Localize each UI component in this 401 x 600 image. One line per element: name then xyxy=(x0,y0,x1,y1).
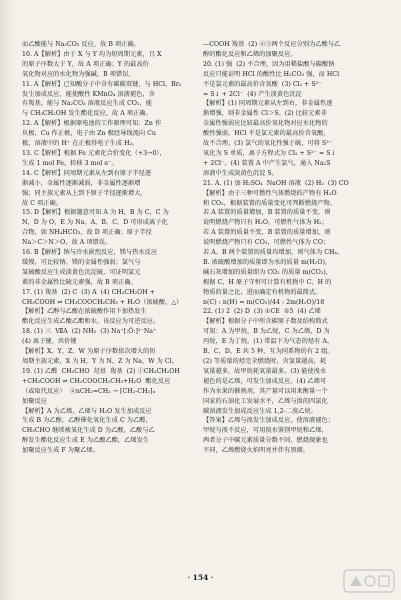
left-column-line: 15. D【解析】根据题意可知 A 为 H，B 为 C，C 为 xyxy=(22,209,169,217)
left-column-line: 【解析】A 为乙烯，乙烯与 H₂O 发生加成反应 xyxy=(22,407,152,415)
right-column-line: 溶液中生成淡黄色沉淀 S。 xyxy=(203,169,278,177)
right-column-line: B、C、D、E 共 5 种，互为同系物的有 2 组。 xyxy=(203,348,334,356)
right-column-line: 不是氯元素的最高价含氧酸 (3) Cl₂ + S²⁻ xyxy=(203,80,322,88)
left-column-line: 18. (1) 三 ⅦA (2) NH₃ (3) Na⁺[:Ö:]²⁻Na⁺ xyxy=(22,328,157,336)
right-column-line: 【解析】根据分子中所含碳原子数及结构简式 xyxy=(203,318,328,326)
left-column-line: 极，溶液中的 H⁺ 在正极得电子生成 H₂。 xyxy=(22,140,139,148)
right-column-line: 反应只能证明 HCl 的酸性比 H₂CO₃ 强，而 HCl xyxy=(203,70,340,78)
right-column-line: 可知：A 为甲烷，B 为乙烷，C 为乙烯，D 为 xyxy=(203,328,330,336)
left-column-line: 16. B【解析】钠与冷水剧烈反应，镁与热水反应 xyxy=(22,249,158,257)
right-column-line: (2) 等质量的烃完全燃烧时，含氢量越高，耗 xyxy=(203,358,327,365)
right-column-line: 渐增强，则非金属性 Cl＞S。(2) 比较元素非 xyxy=(203,110,327,118)
left-column-line: 生成 B 为乙醇，乙醇催化氧化生成 C 为乙醛， xyxy=(22,417,152,425)
left-column-line: 故 C 项正确。 xyxy=(22,199,63,207)
right-column-line: 根据 C、H 原子守恒可计算有机物中 C、H 的 xyxy=(203,278,332,286)
left-column-line: 生成 1 mol Fe，转移 3 mol e⁻。 xyxy=(22,159,118,167)
left-column-line: 有羧基，能与 Na₂CO₃ 溶液反应生成 CO₂，能 xyxy=(22,100,152,108)
left-column-line: CH₃CHO 继续被氧化生成 D 为乙酸，乙酸与乙 xyxy=(22,427,155,435)
left-column-line: 19. (1) 乙醛 CH₃CHO 羟基 羧基 (2) ①CH₃CH₂OH xyxy=(22,367,180,375)
binding-shadow xyxy=(0,0,14,600)
left-column-line: （或取代反应） ②nCH₂=CH₂ → [CH₂-CH₂]ₙ xyxy=(22,387,156,395)
right-column-line: 作为水果的催熟剂，其产量可以用来衡量一个 xyxy=(203,387,328,395)
left-column-line: 素的非金属性比硫元素强，故 B 项正确。 xyxy=(22,278,137,286)
left-column-line: 缓慢，可比较钠、镁的金属性强弱；氯气与 xyxy=(22,258,141,266)
left-column-line: 加聚反应生成 F 为聚乙烯。 xyxy=(22,447,99,455)
left-column-line: 强；同主族元素从上到下原子半径逐渐增大， xyxy=(22,189,147,197)
left-column-line: 而乙酸能与 Na₂CO₃ 反应，故 B 项正确。 xyxy=(22,41,140,48)
left-column-line: Na＞C＞N＞O，故 A 项错误。 xyxy=(22,239,112,247)
right-column-line: = S↓ + 2Cl⁻ (4) 产生淡黄色沉淀 xyxy=(203,90,302,98)
right-column-line: 两者分子中碳元素质量分数不同，燃烧现象也 xyxy=(203,437,328,445)
right-column-line: 氧化为 S 单质，离子方程式为 Cl₂ + S²⁻ = S↓ xyxy=(203,149,336,157)
right-column-line: 20. (1) 强 (2) 不合理，因为用稀盐酸与碳酸钠 xyxy=(203,60,335,68)
left-column-line: 氢硫酸反应生成淡黄色沉淀硫，可证明氯元 xyxy=(22,268,141,276)
right-column-line: 不同，乙烯燃烧火焰明亮并伴有黑烟。 xyxy=(203,447,310,455)
right-column-line: 褪色的是乙烯，可发生加成反应。(4) 乙烯可 xyxy=(203,377,327,385)
right-column-line: 【答案】乙烯与溴发生加成反应，使溶液褪色； xyxy=(203,417,334,425)
left-column-line: 13. C【解析】根据 Fe 元素化合价变化（+3→0）， xyxy=(22,149,166,157)
left-column-line: 醇发生酯化反应生成 E 为乙酸乙酯，乙烯发生 xyxy=(22,437,150,445)
right-column-line: 说明燃烧产物只有 H₂O，可燃性气体为 H₂； xyxy=(203,219,328,227)
right-column-line: 和 CO₂，根据装置的质量变化可判断燃烧产物。 xyxy=(203,199,336,207)
left-column-line: +CH₃COOH ⇌ CH₃COOCH₂CH₃+H₂O 酯化反应 xyxy=(22,377,171,385)
page-number: · 154 · xyxy=(187,573,214,582)
right-column-line: B. 浓硫酸增加的质量即为水的质量 m(H₂O)， xyxy=(203,258,332,266)
left-column-line: 12. A【解析】根据原电池的工作原理可知：Zn 作 xyxy=(22,120,162,128)
left-column-line: 17. (1) 羧基 (2) C (3) A (4) CH₃CH₂OH + xyxy=(22,288,155,296)
left-column-line: 14. C【解析】同周期元素从左到右原子半径逐 xyxy=(22,169,152,177)
right-column-line: 酸性强弱，HCl 不是氯元素的最高价含氧酸， xyxy=(203,130,330,138)
left-column-line: 周期主族元素，X 为 H，Y 为 N，Z 为 Na，W 为 Cl。 xyxy=(22,358,178,365)
right-column-line: 物质的量之比，进而确定有机物的最简式。 xyxy=(203,288,322,296)
right-column-line: 【解析】(1) 同周期元素从左到右，非金属性逐 xyxy=(203,100,333,108)
left-column-line: 11. A【解析】已知酸分子中含有碳碳双键，与 HCl、Br₂ xyxy=(22,80,182,88)
left-column-line: 加聚反应 xyxy=(22,397,47,405)
right-column xyxy=(203,40,387,456)
left-column-line: N，D 为 O，E 为 Na。A、B、C、D 可形成离子化 xyxy=(22,219,168,227)
right-column-line: 丙烷，E 为丁烷。(1) 常温下为气态的烃有 A、 xyxy=(203,338,334,346)
right-column-line: 氧量越多，故甲烷耗氧量最多。(3) 能使溴水 xyxy=(203,367,327,375)
left-column-line: 【解析】乙醇与乙酸在浓硫酸作用下加热发生 xyxy=(22,308,147,316)
left-column-line: 负极，Cu 作正极，电子由 Zn 极经导线流向 Cu xyxy=(22,130,156,138)
right-column-line: 国家的石油化工发展水平，乙烯与溴的四氯化 xyxy=(203,397,328,405)
right-column-line: 碱石灰增加的质量即为 CO₂ 的质量 m(CO₂)， xyxy=(203,268,333,276)
right-column-line: 21. A. (1) 加 H₂SO₄ NaOH 溶液 (2) H₂ (3) CO xyxy=(203,179,349,187)
right-column-line: —COOH 羧基 (2) ②③两个反应分别为乙酸与乙 xyxy=(203,41,341,48)
left-column-line: 与 CH₃CH₂OH 发生酯化反应，故 A 项正确。 xyxy=(22,110,152,118)
right-column-line: 若 A 装置的质量增加，B 装置的质量不变，则 xyxy=(203,209,331,217)
right-column-line: 碳溶液发生加成反应生成 1,2-二溴乙烷。 xyxy=(203,407,317,415)
left-column-line: 合物，如 NH₄HCO₃，故 D 项正确；原子半径 xyxy=(22,229,152,237)
right-column-line: + 2Cl⁻。(4) 装置 A 中产生氯气，通入 Na₂S xyxy=(203,159,331,167)
right-column-line: n(C) : n(H) = m(CO₂)/44 : 2m(H₂O)/18 xyxy=(203,298,325,306)
right-column-line: 说明燃烧产物只有 CO₂，可燃性气体为 CO； xyxy=(203,239,330,247)
left-column xyxy=(22,40,206,456)
left-column-line: 氧化物对应的水化物为强碱，B 项错误。 xyxy=(22,70,135,78)
right-column-line: 22. (1) 2 (2) D (3) ①CE ②5 (4) 乙烯 xyxy=(203,308,321,316)
right-column-line: 【解析】由于三种可燃性气体燃烧的产物有 H₂O xyxy=(203,189,337,197)
left-column-line: 渐减小，金属性逐渐减弱，非金属性逐渐增 xyxy=(22,179,141,187)
right-column-line: 甲烷与溴不反应，可用溴水鉴别甲烷和乙烯， xyxy=(203,427,328,435)
right-column-line: 故不合理。(3) 氯气的氧化性强于硫，可将 S²⁻ xyxy=(203,140,333,148)
left-column-line: CH₃COOH ⇌ CH₃COOCH₂CH₃ + H₂O（浓硫酸，△） xyxy=(22,298,183,306)
left-column-line: 【解析】X、Y、Z、W 为原子序数依次增大的短 xyxy=(22,348,156,356)
left-column-line: 的原子序数大于 Y，故 A 项正确；Y 的最高价 xyxy=(22,60,149,68)
right-column-line: 金属性强弱应比较最高价氧化物对应水化物的 xyxy=(203,120,328,128)
left-column-line: 10. A【解析】由于 X 与 Y 均为短周期元素，且 X xyxy=(22,50,162,58)
left-column-line: (4) 离子键、共价键 xyxy=(22,338,77,346)
right-column-line: 若 A、B 两个装置的质量均增加，则气体为 CH₄。 xyxy=(203,249,344,257)
left-column-line: 发生加成反应，能使酸性 KMnO₄ 溶液褪色，含 xyxy=(22,90,155,98)
right-column-line: 醇的酯化反应和乙烯的加聚反应。 xyxy=(203,50,297,58)
left-column-line: 酯化反应生成乙酸乙酯和水，该反应为可逆反应。 xyxy=(22,318,160,326)
right-column-line: 若 A 装置的质量不变，B 装置的质量增加，则 xyxy=(203,229,331,237)
watermark-logo-icon xyxy=(343,568,395,594)
